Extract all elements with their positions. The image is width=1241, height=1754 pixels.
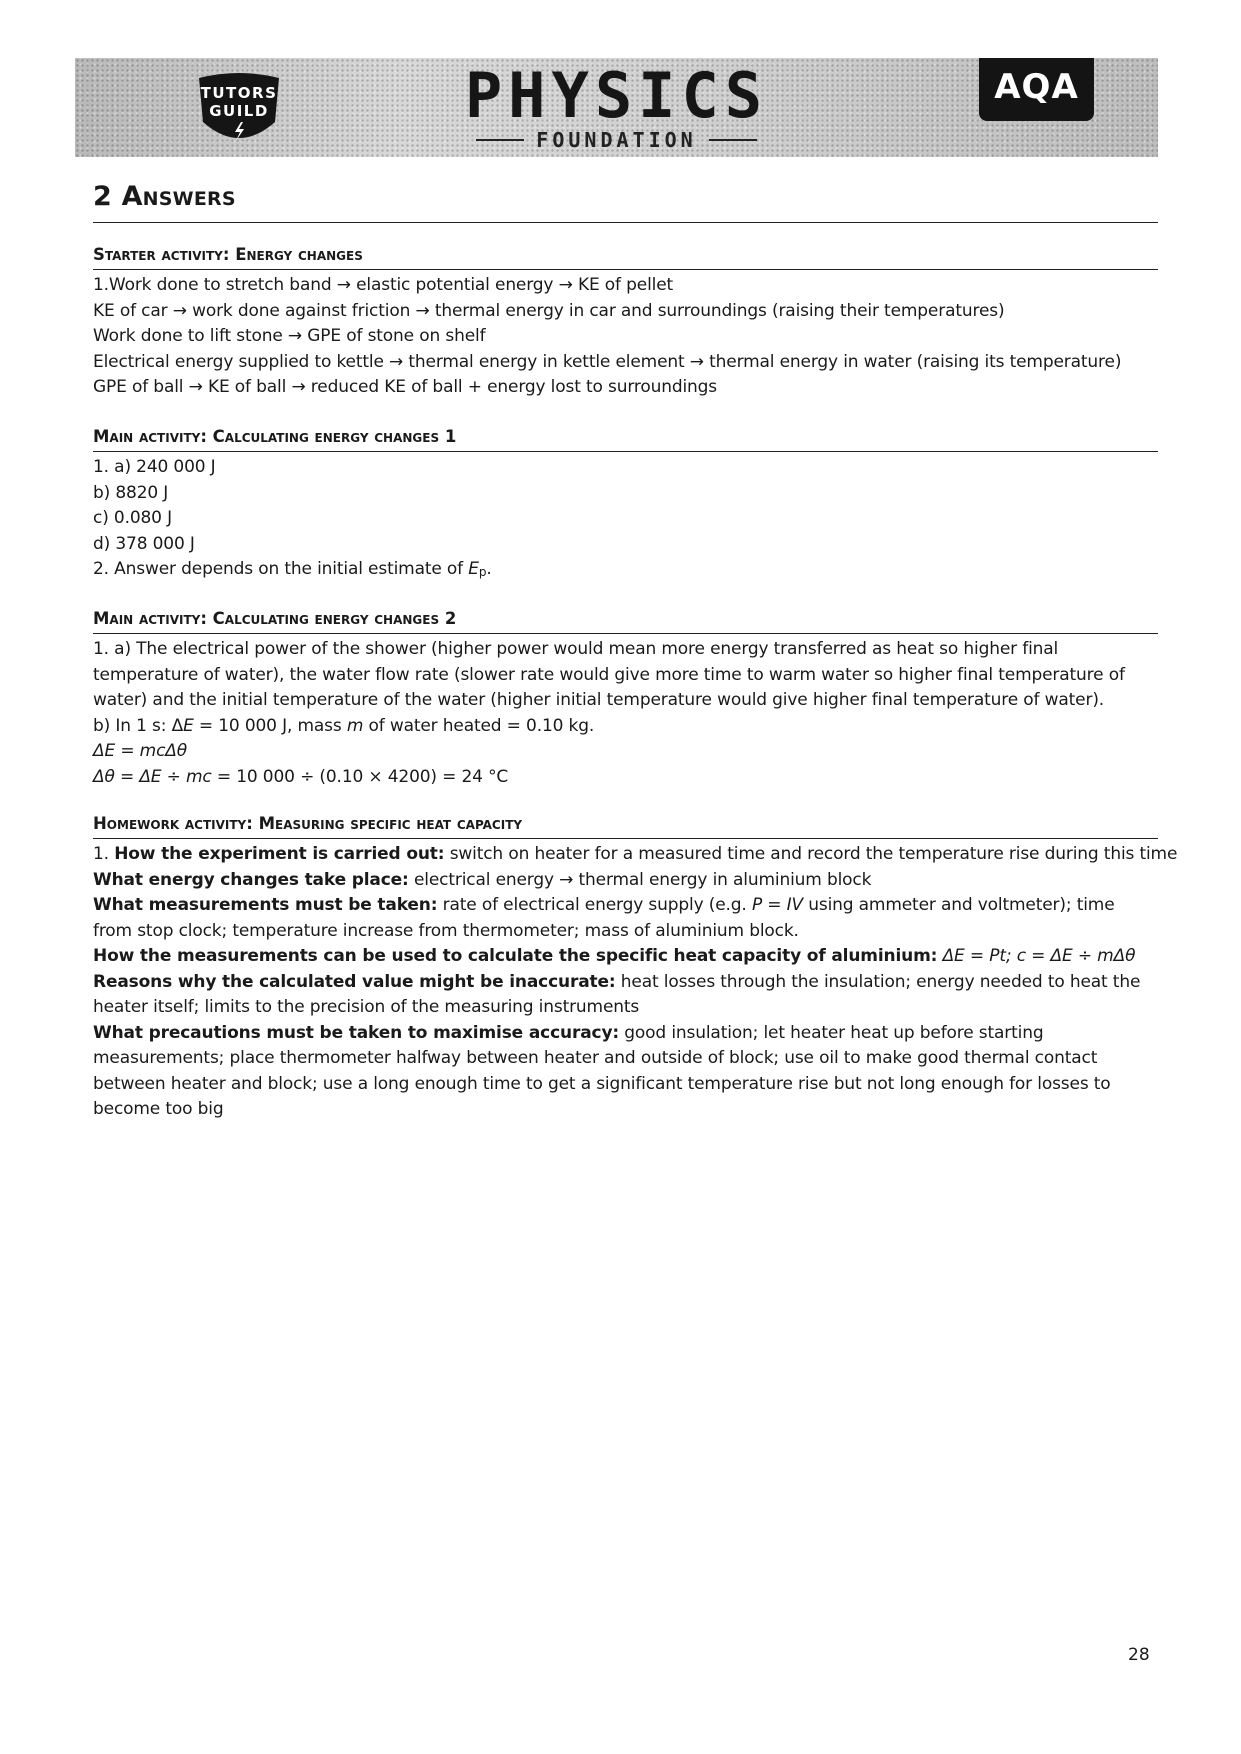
logo-text-bottom: GUILD (209, 102, 269, 120)
answer-line: 1.Work done to stretch band → elastic potential energy → KE of pellet (93, 275, 674, 295)
answer-line: KE of car → work done against friction → thermal energy in car and surroundings (raising their temperatures) (93, 300, 1005, 321)
text-run: electrical energy → thermal energy in aluminium block (408, 869, 872, 890)
subtitle-rule-left (476, 139, 524, 141)
page-number: 28 (1128, 1645, 1150, 1665)
answer-label: How the measurements can be used to calculate the specific heat capacity of aluminium: (93, 946, 938, 966)
answer-line: b) 8820 J (93, 482, 169, 503)
answer-label: What precautions must be taken to maximise accuracy: (93, 1022, 620, 1043)
answer-line: d) 378 000 J (93, 533, 195, 554)
logo-text-top: TUTORS (200, 84, 278, 102)
text-run: . (486, 559, 492, 579)
equation-rhs: = 10 000 ÷ (0.10 × 4200) = 24 °C (211, 766, 509, 787)
page-title: 2 Answers (93, 180, 1158, 223)
answer-line (93, 842, 1178, 868)
answer-line: Electrical energy supplied to kettle → thermal energy in kettle element → thermal energy in water (raising its temperature) (93, 351, 1122, 372)
text-run: = 10 000 J, mass (193, 715, 347, 736)
text-run: using ammeter and voltmeter); time from stop clock; temperature increase from thermometer; mass of aluminium block. (93, 895, 1115, 941)
answer-line (93, 970, 1158, 1021)
answer-line (93, 1021, 1158, 1123)
banner-subtitle: FOUNDATION (536, 128, 697, 152)
text-run: 2. Answer depends on the initial estimate of (93, 559, 469, 579)
answer-line (93, 714, 1158, 740)
main1-section (93, 426, 1158, 586)
answer-line: Work done to lift stone → GPE of stone on shelf (93, 326, 486, 346)
text-run: rate of electrical energy supply (e.g. (437, 895, 752, 915)
text-run: 1. (93, 844, 115, 864)
answer-label: What measurements must be taken: (93, 895, 438, 915)
equation-lhs: Δθ = ΔE ÷ mc (93, 766, 212, 787)
answer-label: How the experiment is carried out: (114, 844, 445, 864)
page-banner-title: PHYSICS (464, 59, 769, 132)
answer-line (93, 893, 1158, 944)
exam-board-badge: AQA (979, 58, 1094, 121)
answer-line (93, 944, 1158, 970)
answer-paragraph: 1. a) The electrical power of the shower (higher power would mean more energy transferred as heat so higher final temperature of water), the water flow rate (slower rate would give more time to warm water so higher final temperature of water) and the initial temperature of the water (higher initial temperature would give higher final temperature of water). (93, 639, 1125, 710)
subtitle-row (75, 128, 1158, 152)
subscript-p: p (478, 565, 487, 579)
header-banner (75, 58, 1158, 157)
symbol-m: m (346, 715, 364, 736)
main2-section (93, 608, 1158, 790)
answer-line: 1. a) 240 000 J (93, 457, 216, 477)
text-run: heat losses through the insulation; energy needed to heat the heater itself; limits to the precision of the measuring instruments (93, 971, 1141, 1017)
starter-section (93, 244, 1158, 401)
section-title: Main activity: Calculating energy changes 2 (93, 608, 1158, 634)
equation-line (93, 765, 1158, 791)
text-run: switch on heater for a measured time and record the temperature rise during this time (444, 844, 1178, 864)
text-run: good insulation; let heater heat up before starting measurements; place thermometer halfway between heater and outside of block; use oil to make good thermal contact between heater and block; use a long enough time to get a significant temperature rise but not long enough for losses to become too big (93, 1022, 1111, 1119)
text-run: b) In 1 s: Δ (93, 715, 184, 736)
answer-label: What energy changes take place: (93, 869, 409, 890)
answer-line: c) 0.080 J (93, 508, 172, 528)
subtitle-rule-right (709, 139, 757, 141)
answer-line (93, 557, 1158, 586)
answer-line: GPE of ball → KE of ball → reduced KE of ball + energy lost to surroundings (93, 377, 718, 397)
formula: ΔE = Pt; c = ΔE ÷ mΔθ (937, 946, 1136, 966)
text-run: of water heated = 0.10 kg. (363, 715, 595, 736)
equation-line: ΔE = mcΔθ (93, 741, 188, 761)
symbol-E: E (468, 559, 479, 579)
answer-label: Reasons why the calculated value might be inaccurate: (93, 971, 616, 992)
section-title: Homework activity: Measuring specific heat capacity (93, 813, 1158, 839)
section-title: Starter activity: Energy changes (93, 244, 1158, 270)
section-title: Main activity: Calculating energy changes 1 (93, 426, 1158, 452)
symbol-E: E (183, 715, 194, 736)
formula: P = IV (751, 895, 803, 915)
answer-line (93, 868, 1158, 894)
homework-section (93, 813, 1178, 1123)
